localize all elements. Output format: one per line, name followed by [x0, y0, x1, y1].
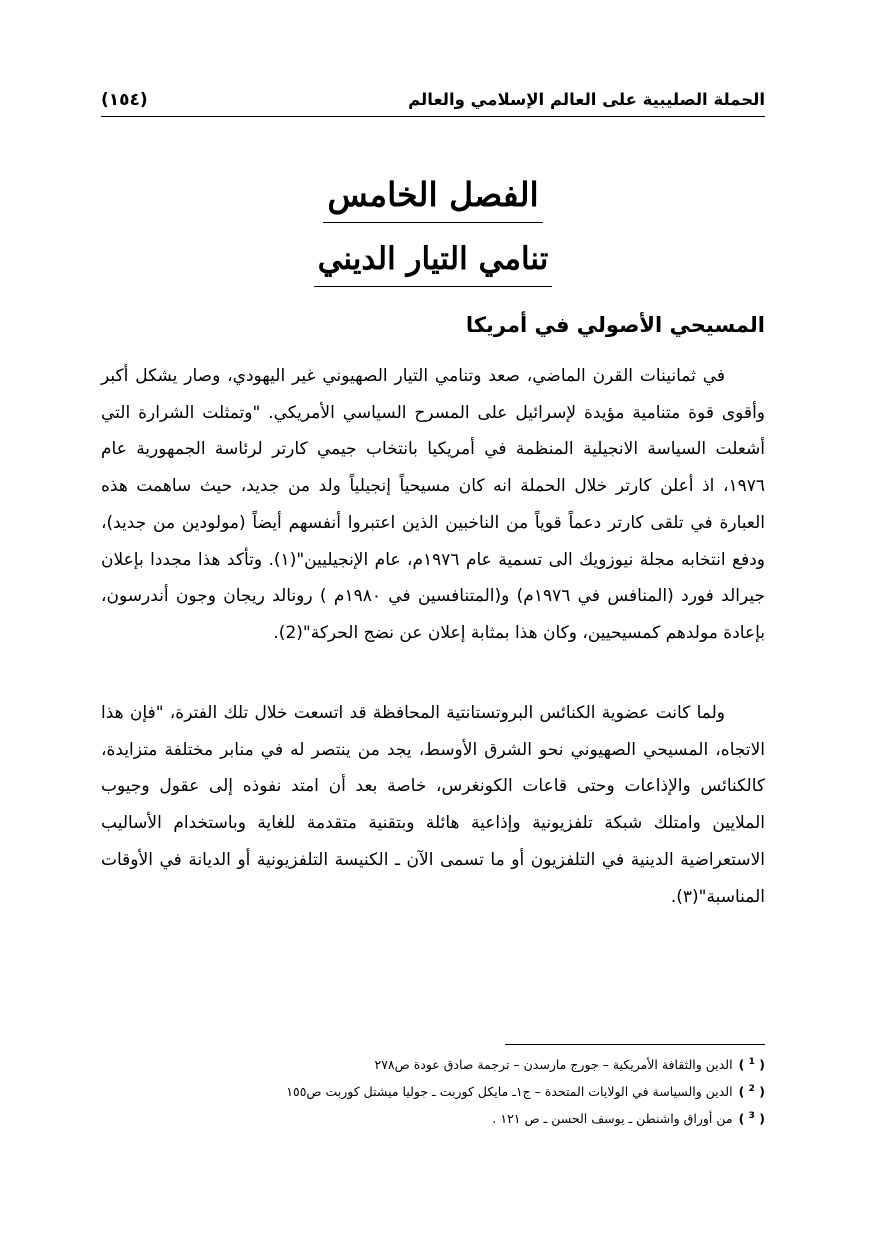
footnote-marker: ( $^2$ ): [738, 1084, 765, 1100]
footnote-1: [101, 1050, 765, 1077]
footnote-text: من أوراق واشنطن ـ يوسف الحسن ـ ص ١٢١ .: [492, 1111, 733, 1127]
footnote-divider: [505, 1044, 765, 1045]
book-page: [101, 0, 765, 1240]
section-heading: المسيحي الأصولي في أمريكا: [465, 313, 765, 337]
running-header: [101, 88, 765, 117]
footnote-text: الدين والثقافة الأمريكية – جورج مارسدن – ترجمة صادق عودة ص٢٧٨: [374, 1057, 733, 1073]
footnote-marker: ( $^3$ ): [738, 1111, 765, 1127]
body-paragraph-1: في ثمانينات القرن الماضي، صعد وتنامي التيار الصهيوني غير اليهودي، وصار يشكل أكبر وأقوى قوة متنامية مؤيدة لإسرائيل على المسرح السياسي الأمريكي. "وتمثلت الشرارة التي أشعلت السياسة الانجيلية المنظمة في أمريكيا بانتخاب جيمي كارتر لرئاسة الجمهورية عام ١٩٧٦، اذ أعلن كارتر خلال الحملة انه كان مسيحياً إنجيلياً ولد من جديد، حيث ساهمت هذه العبارة في تلقى كارتر دعماً قوياً من الناخبين الذين اعتبروا أنفسهم أيضاً (مولودين من جديد)، ودفع انتخابه مجلة نيوزويك الى تسمية عام ١٩٧٦م، عام الإنجيليين"(١). وتأكد هذا مجددا بإعلان جيرالد فورد (المنافس في ١٩٧٦م) و(المتنافسين في ١٩٨٠م ) رونالد ريجان وجون أندرسون، بإعادة مولدهم كمسيحيين، وكان هذا بمثابة إعلان عن نضج الحركة"(2).: [101, 366, 765, 643]
chapter-title-text: تنامي التيار الديني: [314, 236, 553, 287]
footnote-2: [101, 1077, 765, 1104]
footnote-marker: ( $^1$ ): [738, 1057, 765, 1073]
running-title: الحملة الصليبية على العالم الإسلامي والعالم: [408, 90, 765, 109]
chapter-label-text: الفصل الخامس: [323, 172, 542, 223]
chapter-title: [101, 236, 765, 287]
footnote-3: [101, 1104, 765, 1131]
chapter-label: [101, 172, 765, 223]
footnotes-list: [101, 1050, 765, 1131]
body-paragraph-2: ولما كانت عضوية الكنائس البروتستانتية المحافظة قد اتسعت خلال تلك الفترة، "فإن هذا الاتجاه، المسيحي الصهيوني نحو الشرق الأوسط، يجد من ينتصر له في منابر مختلفة متزايدة، كالكنائس والإذاعات وحتى قاعات الكونغرس، خاصة بعد أن امتد نفوذه إلى عقول وجيوب الملايين وامتلك شبكة تلفزيونية وإذاعية هائلة وبتقنية متقدمة للغاية وباستخدام الأساليب الاستعراضية الدينية في التلفزيون أو ما تسمى الآن ـ الكنيسة التلفزيونية أو الديانة في الأوقات المناسبة"(٣).: [101, 703, 765, 907]
footnote-text: الدين والسياسة في الولايات المتحدة – ج١ـ مايكل كوربت ـ جوليا ميشتل كوربت ص١٥٥: [286, 1084, 733, 1100]
page-number: (١٥٤): [101, 90, 148, 110]
